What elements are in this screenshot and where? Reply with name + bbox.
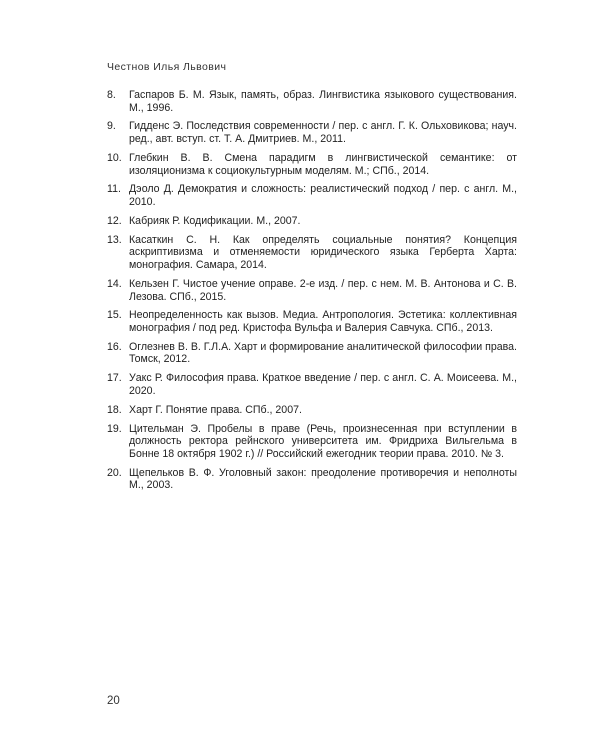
- reference-text: Харт Г. Понятие права. СПб., 2007.: [129, 403, 302, 416]
- reference-item: [107, 183, 517, 208]
- reference-item: [107, 89, 517, 114]
- reference-number: 20.: [107, 466, 122, 479]
- reference-text: Оглезнев В. В. Г.Л.А. Харт и формирование аналитической философии права. Томск, 2012.: [129, 340, 517, 366]
- reference-text: Касаткин С. Н. Как определять социальные понятия? Концепция аскриптивизма и отменяемости юридического языка Герберта Харта: монография. Самара, 2014.: [129, 233, 517, 272]
- reference-item: [107, 341, 517, 366]
- reference-text: Глебкин В. В. Смена парадигм в лингвистической семантике: от изоляционизма к социокультурным моделям. М.; СПб., 2014.: [129, 151, 517, 177]
- reference-text: Цительман Э. Пробелы в праве (Речь, произнесенная при вступлении в должность ректора рейнского университета им. Фридриха Вильгельма в Бонне 18 октября 1902 г.) // Российский ежегодник теории права. 2010. № 3.: [129, 422, 517, 460]
- reference-text: Неопределенность как вызов. Медиа. Антропология. Эстетика: коллективная монография / под ред. Кристофа Вульфа и Валерия Савчука. СПб., 2013.: [129, 309, 517, 334]
- reference-number: 13.: [107, 233, 122, 246]
- reference-item: [107, 467, 517, 492]
- reference-number: 19.: [107, 422, 122, 435]
- reference-number: 17.: [107, 372, 122, 385]
- reference-text: Кабрияк Р. Кодификации. М., 2007.: [129, 214, 301, 227]
- reference-text: Гаспаров Б. М. Язык, память, образ. Лингвистика языкового существования. М., 1996.: [129, 89, 517, 114]
- reference-list: [107, 89, 517, 498]
- reference-number: 18.: [107, 403, 122, 416]
- reference-text: Уакс Р. Философия права. Краткое введение / пер. с англ. С. А. Моисеева. М., 2020.: [129, 372, 517, 397]
- reference-item: [107, 372, 517, 397]
- reference-item: [107, 404, 517, 417]
- reference-item: [107, 423, 517, 461]
- reference-number: 14.: [107, 277, 122, 290]
- reference-item: [107, 278, 517, 303]
- reference-text: Щепельков В. Ф. Уголовный закон: преодоление противоречия и неполноты М., 2003.: [129, 466, 517, 492]
- reference-number: 15.: [107, 309, 122, 322]
- reference-number: 16.: [107, 340, 122, 353]
- reference-item: [107, 152, 517, 177]
- page-number: 20: [107, 695, 120, 707]
- reference-number: 12.: [107, 214, 122, 227]
- reference-number: 10.: [107, 151, 122, 164]
- reference-item: [107, 215, 517, 228]
- reference-item: [107, 120, 517, 145]
- running-header: Честнов Илья Львович: [107, 61, 227, 73]
- reference-text: Гидденс Э. Последствия современности / пер. с англ. Г. К. Ольховикова; науч. ред., авт. вступ. ст. Т. А. Дмитриев. М., 2011.: [129, 120, 517, 146]
- reference-text: Кельзен Г. Чистое учение оправе. 2-е изд. / пер. с нем. М. В. Антонова и С. В. Лезова. СПб., 2015.: [129, 277, 517, 303]
- reference-item: [107, 234, 517, 272]
- reference-item: [107, 309, 517, 334]
- reference-number: 11.: [107, 183, 121, 196]
- reference-number: 9.: [107, 120, 116, 133]
- reference-text: Дэоло Д. Демократия и сложность: реалистический подход / пер. с англ. М., 2010.: [129, 183, 517, 209]
- reference-number: 8.: [107, 89, 116, 101]
